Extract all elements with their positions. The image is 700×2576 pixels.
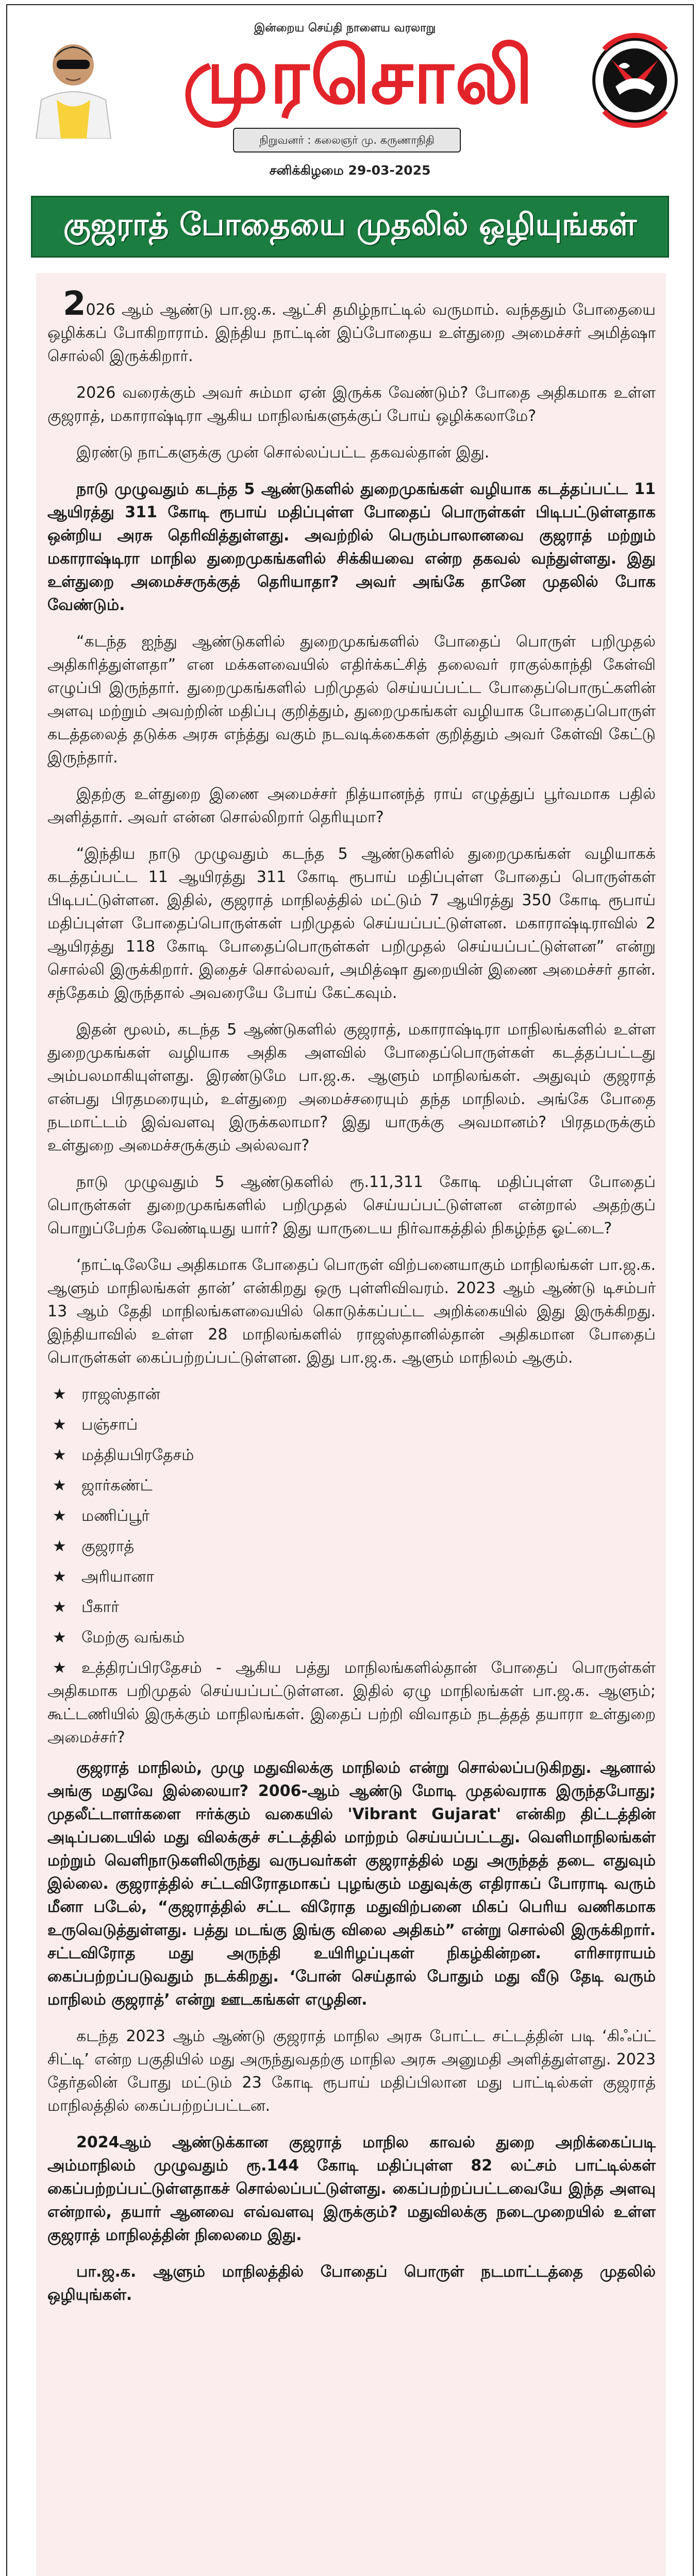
paragraph-text: 026 ஆம் ஆண்டு பா.ஜ.க. ஆட்சி தமிழ்நாட்டில் வருமாம். வந்ததும் போதையை ஒழிக்கப் போகிறாராம். இந்திய நாட்டின் இப்போதைய உள்துறை அமைச்சர் அமித்ஷா சொல்லி இருக்கிறார். xyxy=(47,301,656,365)
article-content xyxy=(47,285,656,2320)
article-paragraph: நாடு முழுவதும் 5 ஆண்டுகளில் ரூ.11,311 கோடி மதிப்புள்ள போதைப் பொருள்கள் துறைமுகங்களில் பறிமுதல் செய்யப்பட்டுள்ளன என்றால் அதற்குப் பொறுப்பேற்க வேண்டியது யார்? இது யாருடைய நிர்வாகத்தில் நிகழ்ந்த ஓட்டை? xyxy=(47,1173,656,1238)
star-bullet-icon: ★ xyxy=(53,1416,66,1434)
states-list-item xyxy=(47,1535,656,1558)
state-name: ஜார்கண்ட் xyxy=(81,1477,153,1495)
state-name: மேற்கு வங்கம் xyxy=(81,1629,185,1647)
party-emblem xyxy=(589,29,681,142)
newspaper-page xyxy=(6,4,694,2576)
states-list-item xyxy=(47,1596,656,1619)
states-list-item xyxy=(47,1413,656,1436)
states-list-item xyxy=(47,1474,656,1497)
star-bullet-icon: ★ xyxy=(53,1537,66,1555)
star-bullet-icon: ★ xyxy=(53,1477,66,1495)
star-bullet-icon: ★ xyxy=(53,1568,66,1586)
article-paragraph: பா.ஜ.க. ஆளும் மாநிலத்தில் போதைப் பொருள் நடமாட்டத்தை முதலில் ஒழியுங்கள். xyxy=(47,2263,656,2304)
founder-credit: நிறுவனர் : கலைஞர் மு. கருணாநிதி xyxy=(233,128,461,152)
article-paragraph: இரண்டு நாட்களுக்கு முன் சொல்லப்பட்ட தகவல்தான் இது. xyxy=(76,444,490,462)
star-bullet-icon: ★ xyxy=(53,1507,66,1525)
state-name: மத்தியபிரதேசம் xyxy=(81,1446,194,1464)
article-paragraph: 2026 வரைக்கும் அவர் சும்மா ஏன் இருக்க வேண்டும்? போதை அதிகமாக உள்ள குஜராத், மகாராஷ்டிரா ஆகிய மாநிலங்களுக்குப் போய் ஒழிக்கலாமே? xyxy=(47,384,656,425)
state-name: மணிப்பூர் xyxy=(81,1507,150,1525)
star-bullet-icon: ★ xyxy=(53,1629,66,1647)
states-list-item xyxy=(47,1444,656,1467)
states-list-item xyxy=(47,1626,656,1649)
states-list-item xyxy=(47,1383,656,1406)
article-paragraph: ‘நாட்டிலேயே அதிகமாக போதைப் பொருள் விற்பனையாகும் மாநிலங்கள் பா.ஜ.க. ஆளும் மாநிலங்கள் தான்’ என்கிறது ஒரு புள்ளிவிவரம். 2023 ஆம் ஆண்டு டிசம்பர் 13 ஆம் தேதி மாநிலங்களவையில் கொடுக்கப்பட்ட அறிக்கையில் இது இருக்கிறது. இந்தியாவில் உள்ள 28 மாநிலங்களில் ராஜஸ்தானில்தான் அதிகமான போதைப் பொருள்கள் கைப்பற்றப்பட்டுள்ளன. இது பா.ஜ.க. ஆளும் மாநிலம் ஆகும். xyxy=(47,1256,656,1367)
newspaper-logo: முரசொலி xyxy=(182,31,535,121)
article-paragraph: குஜராத் மாநிலம், முழு மதுவிலக்கு மாநிலம் என்று சொல்லப்படுகிறது. ஆனால் அங்கு மதுவே இல்லையா? 2006-ஆம் ஆண்டு மோடி முதல்வராக இருந்தபோது; முதலீட்டாளர்களை ஈர்க்கும் வகையில் 'Vibrant Gujarat' என்கிற திட்டத்தின் அடிப்படையில் மது விலக்குச் சட்டத்தில் மாற்றம் செய்யப்பட்டது. வெளிமாநிலங்கள் மற்றும் வெளிநாடுகளிலிருந்து வருபவர்கள் குஜராத்தில் மது அருந்தத் தடை எதுவும் இல்லை. குஜராத்தில் சட்டவிரோதமாகப் புழங்கும் மதுவுக்கு எதிராகப் போராடி வரும் மீனா படேல், “குஜராத்தில் சட்ட விரோத மதுவிற்பனை மிகப் பெரிய வணிகமாக உருவெடுத்துள்ளது. பத்து மடங்கு இங்கு விலை அதிகம்” என்று சொல்லி இருக்கிறார். சட்டவிரோத மது அருந்தி உயிரிழப்புகள் நிகழ்கின்றன. எரிசாராயம் கைப்பற்றப்படுவதும் நடக்கிறது. ‘போன் செய்தால் போதும் மது வீடு தேடி வரும் மாநிலம் குஜராத்’ என்று ஊடகங்கள் எழுதின. xyxy=(47,1759,656,2009)
article-paragraph: இதற்கு உள்துறை இணை அமைச்சர் நித்யானந்த் ராய் எழுத்துப் பூர்வமாக பதில் அளித்தார். அவர் என்ன சொல்லிறார் தெரியுமா? xyxy=(47,785,656,826)
article-paragraph: நாடு முழுவதும் கடந்த 5 ஆண்டுகளில் துறைமுகங்கள் வழியாக கடத்தப்பட்ட 11 ஆயிரத்து 311 கோடி ரூபாய் மதிப்புள்ள போதைப் பொருள்கள் பிடிபட்டுள்ளதாக ஒன்றிய அரசு தெரிவித்துள்ளது. அவற்றில் பெரும்பாலானவை குஜராத் மற்றும் மகாராஷ்டிரா மாநில துறைமுகங்களில் சிக்கியவை என்ற தகவல் வந்துள்ளது. இது உள்துறை அமைச்சருக்குத் தெரியாதா? அவர் அங்கே தானே முதலில் போக வேண்டும். xyxy=(47,480,656,614)
state-name: பீகார் xyxy=(81,1598,119,1616)
article-paragraph: கடந்த 2023 ஆம் ஆண்டு குஜராத் மாநில அரசு போட்ட சட்டத்தின் படி ‘கிஃப்ட் சிட்டி’ என்ற பகுதியில் மது அருந்துவதற்கு மாநில அரசு அனுமதி அளித்துள்ளது. 2023 தேர்தலின் போது மட்டும் 23 கோடி ரூபாய் மதிப்பிலான மது பாட்டில்கள் குஜராத் மாநிலத்தில் கைப்பற்றப்பட்டன. xyxy=(47,2027,656,2115)
article-paragraph: “கடந்த ஐந்து ஆண்டுகளில் துறைமுகங்களில் போதைப் பொருள் பறிமுதல் அதிகரித்துள்ளதா” என மக்களவையில் எதிர்க்கட்சித் தலைவர் ராகுல்காந்தி கேள்வி எழுப்பி இருந்தார். துறைமுகங்களில் பறிமுதல் செய்யப்பட்ட போதைப்பொருட்களின் அளவு மற்றும் அவற்றின் மதிப்பு குறித்தும், துறைமுகங்கள் வழியாக போதைப்பொருள் கடத்தலைத் தடுக்க அரசு எந்த்து வகும் நடவடிக்கைகள் குறித்தும் அவர் கேள்வி கேட்டு இருந்தார். xyxy=(47,633,656,767)
headline-banner xyxy=(31,196,669,258)
states-list-item xyxy=(47,1565,656,1588)
states-list-item xyxy=(47,1504,656,1528)
founder-portrait xyxy=(26,23,121,139)
state-name: உத்திரப்பிரதேசம் - ஆகிய பத்து மாநிலங்களில்தான் போதைப் பொருள்கள் அதிகமாக பறிமுதல் செய்யப்பட்டுள்ளன. இதில் ஏழு மாநிலங்கள் பா.ஜ.க. ஆளும்; கூட்டணியில் இருக்கும் மாநிலங்கள். இதைப் பற்றி விவாதம் நடத்தத் தயாரா உள்துறை அமைச்சர்? xyxy=(47,1659,656,1747)
issue-date: சனிக்கிழமை 29-03-2025 xyxy=(269,163,431,178)
states-list xyxy=(47,1383,656,1749)
article-paragraph xyxy=(47,285,656,368)
rising-sun-emblem-icon xyxy=(589,29,681,142)
masthead xyxy=(7,5,693,160)
masthead-tagline: இன்றைய செய்தி நாளைய வரலாறு xyxy=(254,22,436,35)
founder-portrait-illustration xyxy=(26,23,121,139)
article-paragraph: 2024ஆம் ஆண்டுக்கான குஜராத் மாநில காவல் துறை அறிக்கைப்படி அம்மாநிலம் முழுவதும் ரூ.144 கோடி மதிப்புள்ள 82 லட்சம் பாட்டில்கள் கைப்பற்றப்பட்டுள்ளதாகச் சொல்லப்பட்டுள்ளது. கைப்பற்றப்பட்டவையே இந்த அளவு என்றால், தயார் ஆனவை எவ்வளவு இருக்கும்? மதுவிலக்கு நடைமுறையில் உள்ள குஜராத் மாநிலத்தின் நிலைமை இது. xyxy=(47,2133,656,2244)
star-bullet-icon: ★ xyxy=(53,1659,66,1677)
state-name: குஜராத் xyxy=(81,1537,135,1555)
article-paragraph: “இந்திய நாடு முழுவதும் கடந்த 5 ஆண்டுகளில் துறைமுகங்கள் வழியாகக் கடத்தப்பட்ட 11 ஆயிரத்து 311 கோடி ரூபாய் மதிப்புள்ள போதைப் பொருள்கள் பிடிபட்டுள்ளன. இதில், குஜராத் மாநிலத்தில் மட்டும் 7 ஆயிரத்து 350 கோடி ரூபாய் மதிப்புள்ள போதைப்பொருள்கள் பறிமுதல் செய்யப்பட்டுள்ளன. மகாராஷ்டிராவில் 2 ஆயிரத்து 118 கோடி போதைப்பொருள்கள் பறிமுதல் செய்யப்பட்டுள்ளன” என்று சொல்லி இருக்கிறார். இதைச் சொல்லவர், அமித்ஷா துறையின் இணை அமைச்சர் தான். சந்தேகம் இருந்தால் அவரையே போய் கேட்கவும். xyxy=(47,845,656,1002)
state-name: பஞ்சாப் xyxy=(81,1416,138,1434)
star-bullet-icon: ★ xyxy=(53,1446,66,1464)
state-name: அரியானா xyxy=(81,1568,155,1586)
star-bullet-icon: ★ xyxy=(53,1385,66,1403)
headline-text: குஜராத் போதையை முதலில் ஒழியுங்கள் xyxy=(63,207,637,243)
states-list-item xyxy=(47,1656,656,1749)
state-name: ராஜஸ்தான் xyxy=(81,1385,160,1403)
article-body xyxy=(36,273,666,2576)
star-bullet-icon: ★ xyxy=(53,1598,66,1616)
drop-cap: 2 xyxy=(63,285,86,323)
article-paragraph: இதன் மூலம், கடந்த 5 ஆண்டுகளில் குஜராத், மகாராஷ்டிரா மாநிலங்களில் உள்ள துறைமுகங்கள் வழியாக அதிக அளவில் போதைப்பொருள்கள் கடத்தப்பட்டது அம்பலமாகியுள்ளது. இரண்டுமே பா.ஜ.க. ஆளும் மாநிலங்கள். அதுவும் குஜராத் என்பது பிரதமரையும், உள்துறை அமைச்சரையும் தந்த மாநிலம். அங்கே போதை நடமாட்டம் இவ்வளவு இருக்கலாமா? இது யாருக்கு அவமானம்? பிரதமருக்கும் உள்துறை அமைச்சருக்கும் அல்லவா? xyxy=(47,1021,656,1155)
